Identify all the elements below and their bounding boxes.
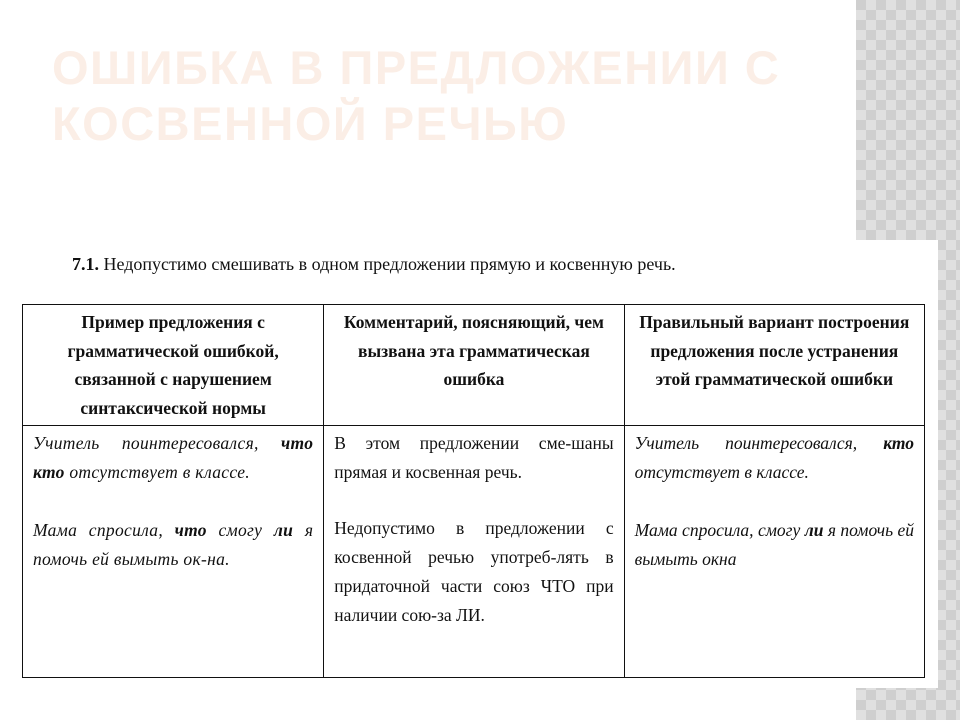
scanned-page (0, 240, 938, 688)
rule-text: Недопустимо смешивать в одном предложении прямую и косвенную речь. (103, 254, 676, 274)
comment-2: Недопустимо в предложении с косвенной речью употреб-лять в придаточной части союз ЧТО при наличии сою-за ЛИ. (334, 518, 614, 625)
correct-variant-2: Мама спросила, смогу ли я помочь ей вымыть окна (634, 520, 914, 569)
error-table (22, 304, 925, 678)
header-comment: Комментарий, поясняющий, чем вызвана эта грамматическая ошибка (324, 305, 624, 426)
correct-variant-1: Учитель поинтересовался, кто отсутствует в классе. (634, 433, 914, 482)
rule-number: 7.1. (72, 254, 99, 274)
header-error-example: Пример предложения с грамматической ошибкой, связанной с нарушением синтаксической нормы (23, 305, 324, 426)
error-example-2: Мама спросила, что смогу ли я помочь ей вымыть ок-на. (33, 520, 314, 569)
slide-title: ОШИБКА В ПРЕДЛОЖЕНИИ С КОСВЕННОЙ РЕЧЬЮ (52, 41, 781, 150)
rule-intro (72, 254, 676, 275)
header-correct-variant: Правильный вариант построения предложения после устранения этой грамматической ошибки (624, 305, 924, 426)
correct-variant-cell (624, 426, 924, 678)
table-row (23, 426, 925, 678)
comment-cell (324, 426, 624, 678)
error-example-1: Учитель поинтересовался, что кто отсутствует в классе. (33, 433, 314, 482)
comment-1: В этом предложении сме-шаны прямая и косвенная речь. (334, 433, 614, 482)
table-header-row (23, 305, 925, 426)
error-example-cell (23, 426, 324, 678)
